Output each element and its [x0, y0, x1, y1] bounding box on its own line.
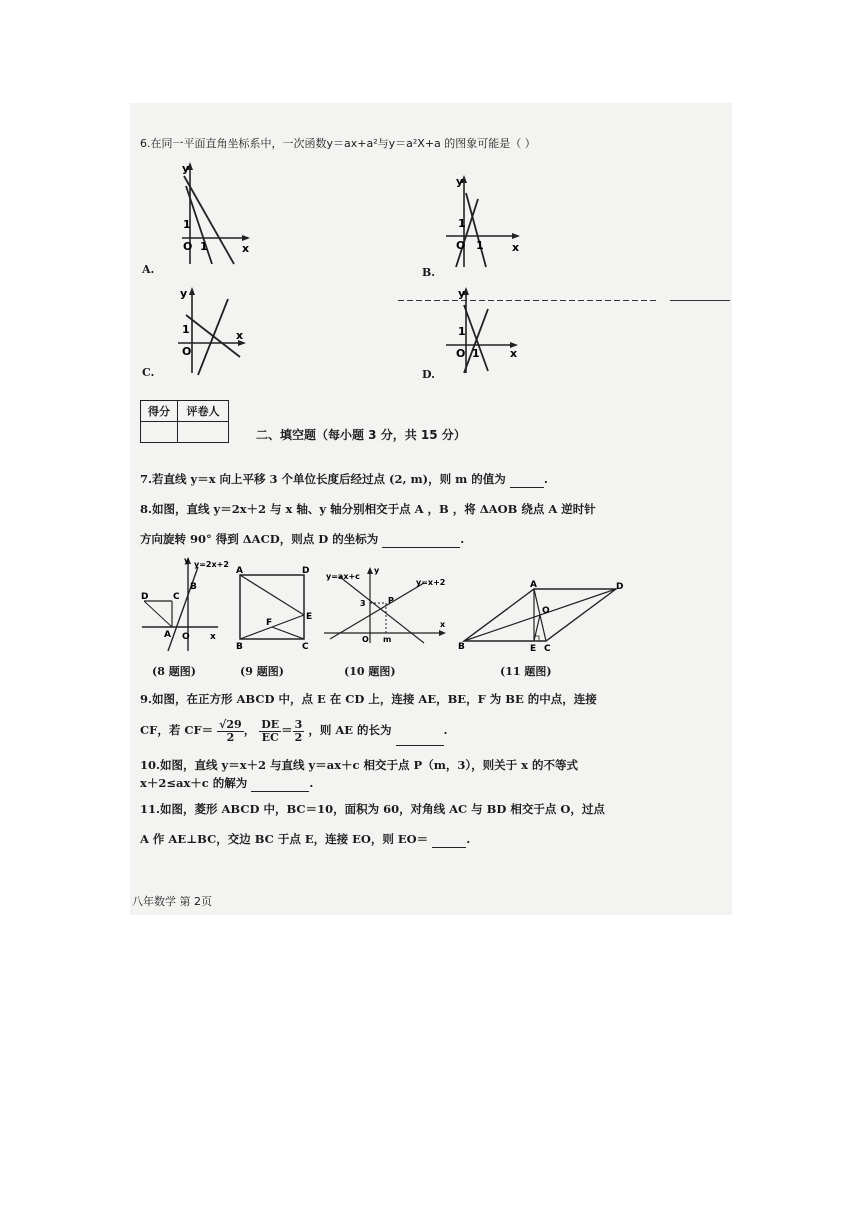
x-axis-label: x	[242, 242, 250, 255]
question-10-line2: x＋2≤ax＋c 的解为 .	[140, 776, 314, 790]
graph-d	[442, 283, 522, 378]
svg-text:y=ax+c: y=ax+c	[326, 572, 360, 581]
option-b: B.	[422, 266, 436, 279]
figure-9-caption: (9 题图)	[240, 665, 284, 678]
question-10-text: x＋2≤ax＋c 的解为	[140, 776, 248, 790]
ratio-fraction: $\frac{DE}{EC}$	[261, 717, 280, 744]
answer-blank[interactable]	[251, 775, 309, 792]
fig8-line-label: y=2x+2	[194, 560, 229, 569]
answer-blank[interactable]	[382, 531, 460, 548]
svg-text:y=x+2: y=x+2	[416, 578, 446, 587]
question-11-line2: A 作 AE⊥BC，交边 BC 于点 E，连接 EO，则 EO＝ .	[140, 832, 471, 846]
option-c: C.	[142, 366, 155, 379]
tick-one-label: 1	[476, 239, 484, 252]
answer-blank[interactable]	[510, 471, 544, 488]
tick-one-label: 1	[458, 217, 466, 230]
svg-text:D: D	[616, 582, 624, 592]
exam-page	[130, 103, 732, 915]
question-11-text: A 作 AE⊥BC，交边 BC 于点 E，连接 EO，则 EO＝	[140, 832, 429, 846]
score-table	[140, 400, 229, 443]
svg-text:O: O	[362, 635, 369, 644]
graph-c	[170, 283, 250, 378]
grader-header: 评卷人	[178, 401, 229, 422]
graph-b	[442, 171, 522, 271]
svg-text:A: A	[530, 580, 537, 590]
question-10-line1: 10.如图，直线 y＝x＋2 与直线 y＝ax＋c 相交于点 P（m，3），则关于 x 的不等式	[140, 758, 578, 772]
scan-artifact-line	[670, 300, 730, 301]
score-cell[interactable]	[141, 422, 178, 443]
question-7: 7.若直线 y＝x 向上平移 3 个单位长度后经过点 (2, m)，则 m 的值为 .	[140, 472, 548, 486]
question-9-line1: 9.如图，在正方形 ABCD 中，点 E 在 CD 上，连接 AE，BE，F 为 BE 的中点，连接	[140, 692, 597, 706]
origin-label: O	[183, 240, 193, 253]
svg-text:A: A	[236, 566, 243, 576]
option-a: A.	[142, 263, 155, 276]
cf-fraction: $\frac{√29}{2}$	[219, 717, 242, 744]
question-8-text: 方向旋转 90° 得到 ΔACD，则点 D 的坐标为	[140, 532, 379, 546]
svg-text:A: A	[164, 630, 171, 640]
svg-text:F: F	[266, 618, 273, 628]
svg-text:3: 3	[360, 599, 366, 608]
question-11-line1: 11.如图，菱形 ABCD 中，BC＝10，面积为 60，对角线 AC 与 BD 相交于点 O，过点	[140, 802, 605, 816]
figure-9	[232, 565, 312, 651]
grader-cell[interactable]	[178, 422, 229, 443]
svg-text:C: C	[544, 644, 551, 654]
figure-10-caption: (10 题图)	[344, 665, 396, 678]
option-d: D.	[422, 368, 435, 381]
svg-text:y: y	[184, 556, 190, 565]
y-axis-label: y	[456, 175, 464, 188]
figure-8-caption: (8 题图)	[152, 665, 196, 678]
question-6	[140, 136, 536, 152]
svg-text:O: O	[542, 606, 550, 616]
tick-one-label: 1	[183, 218, 191, 231]
origin-label: O	[456, 347, 466, 360]
figure-8	[138, 555, 229, 655]
svg-text:C: C	[173, 592, 180, 602]
tick-one-label: 1	[200, 240, 208, 253]
score-header: 得分	[141, 401, 178, 422]
svg-text:D: D	[302, 566, 310, 576]
origin-label: O	[182, 345, 192, 358]
svg-text:P: P	[388, 596, 394, 605]
svg-text:E: E	[530, 644, 537, 654]
svg-text:y: y	[374, 566, 380, 575]
svg-text:C: C	[302, 642, 309, 652]
question-9-text: ，则 AE 的长为	[308, 723, 392, 737]
y-axis-label: y	[458, 287, 466, 300]
x-axis-label: x	[510, 347, 518, 360]
svg-text:B: B	[458, 642, 465, 652]
figure-11	[456, 577, 626, 653]
question-7-text: 7.若直线 y＝x 向上平移 3 个单位长度后经过点 (2, m)，则 m 的值为	[140, 472, 506, 486]
figure-11-caption: (11 题图)	[500, 665, 552, 678]
question-8-line1: 8.如图，直线 y＝2x＋2 与 x 轴、y 轴分别相交于点 A ，B ，将 ΔAOB 绕点 A 逆时针	[140, 502, 596, 516]
svg-text:x: x	[440, 620, 446, 629]
answer-blank[interactable]	[396, 715, 444, 746]
y-axis-label: y	[182, 162, 190, 175]
answer-bracket: （ ）	[510, 137, 536, 150]
x-axis-label: x	[512, 241, 520, 254]
question-9-line2: CF，若 CF＝ $\frac{√29}{2}$ ， $\frac{DE}{EC}$ ＝ $\frac{3}{2}$ ，则 AE 的长为 .	[140, 715, 448, 746]
svg-text:B: B	[190, 582, 197, 592]
svg-text:x: x	[210, 632, 216, 642]
graph-a	[170, 158, 250, 268]
tick-one-label: 1	[182, 323, 190, 336]
tick-one-label: 1	[458, 325, 466, 338]
tick-one-label: 1	[472, 347, 480, 360]
question-8-line2: 方向旋转 90° 得到 ΔACD，则点 D 的坐标为 .	[140, 532, 465, 546]
svg-text:E: E	[306, 612, 313, 622]
svg-text:O: O	[182, 632, 190, 642]
origin-label: O	[456, 239, 466, 252]
answer-blank[interactable]	[432, 831, 466, 848]
scan-artifact-line	[398, 300, 658, 301]
figure-10	[320, 563, 450, 645]
x-axis-label: x	[236, 329, 244, 342]
svg-text:D: D	[141, 592, 149, 602]
svg-text:m: m	[383, 635, 392, 644]
question-9-text: CF，若 CF＝	[140, 723, 214, 737]
section-2-title: 二、填空题（每小题 3 分，共 15 分）	[256, 428, 466, 442]
page-footer: 八年数学 第 2页	[132, 895, 212, 908]
svg-text:B: B	[236, 642, 243, 652]
question-6-text: 6.在同一平面直角坐标系中，一次函数y＝ax+a²与y＝a²X+a 的图象可能是	[140, 137, 511, 150]
ratio-value-fraction: $\frac{3}{2}$	[294, 717, 303, 744]
y-axis-label: y	[180, 287, 188, 300]
